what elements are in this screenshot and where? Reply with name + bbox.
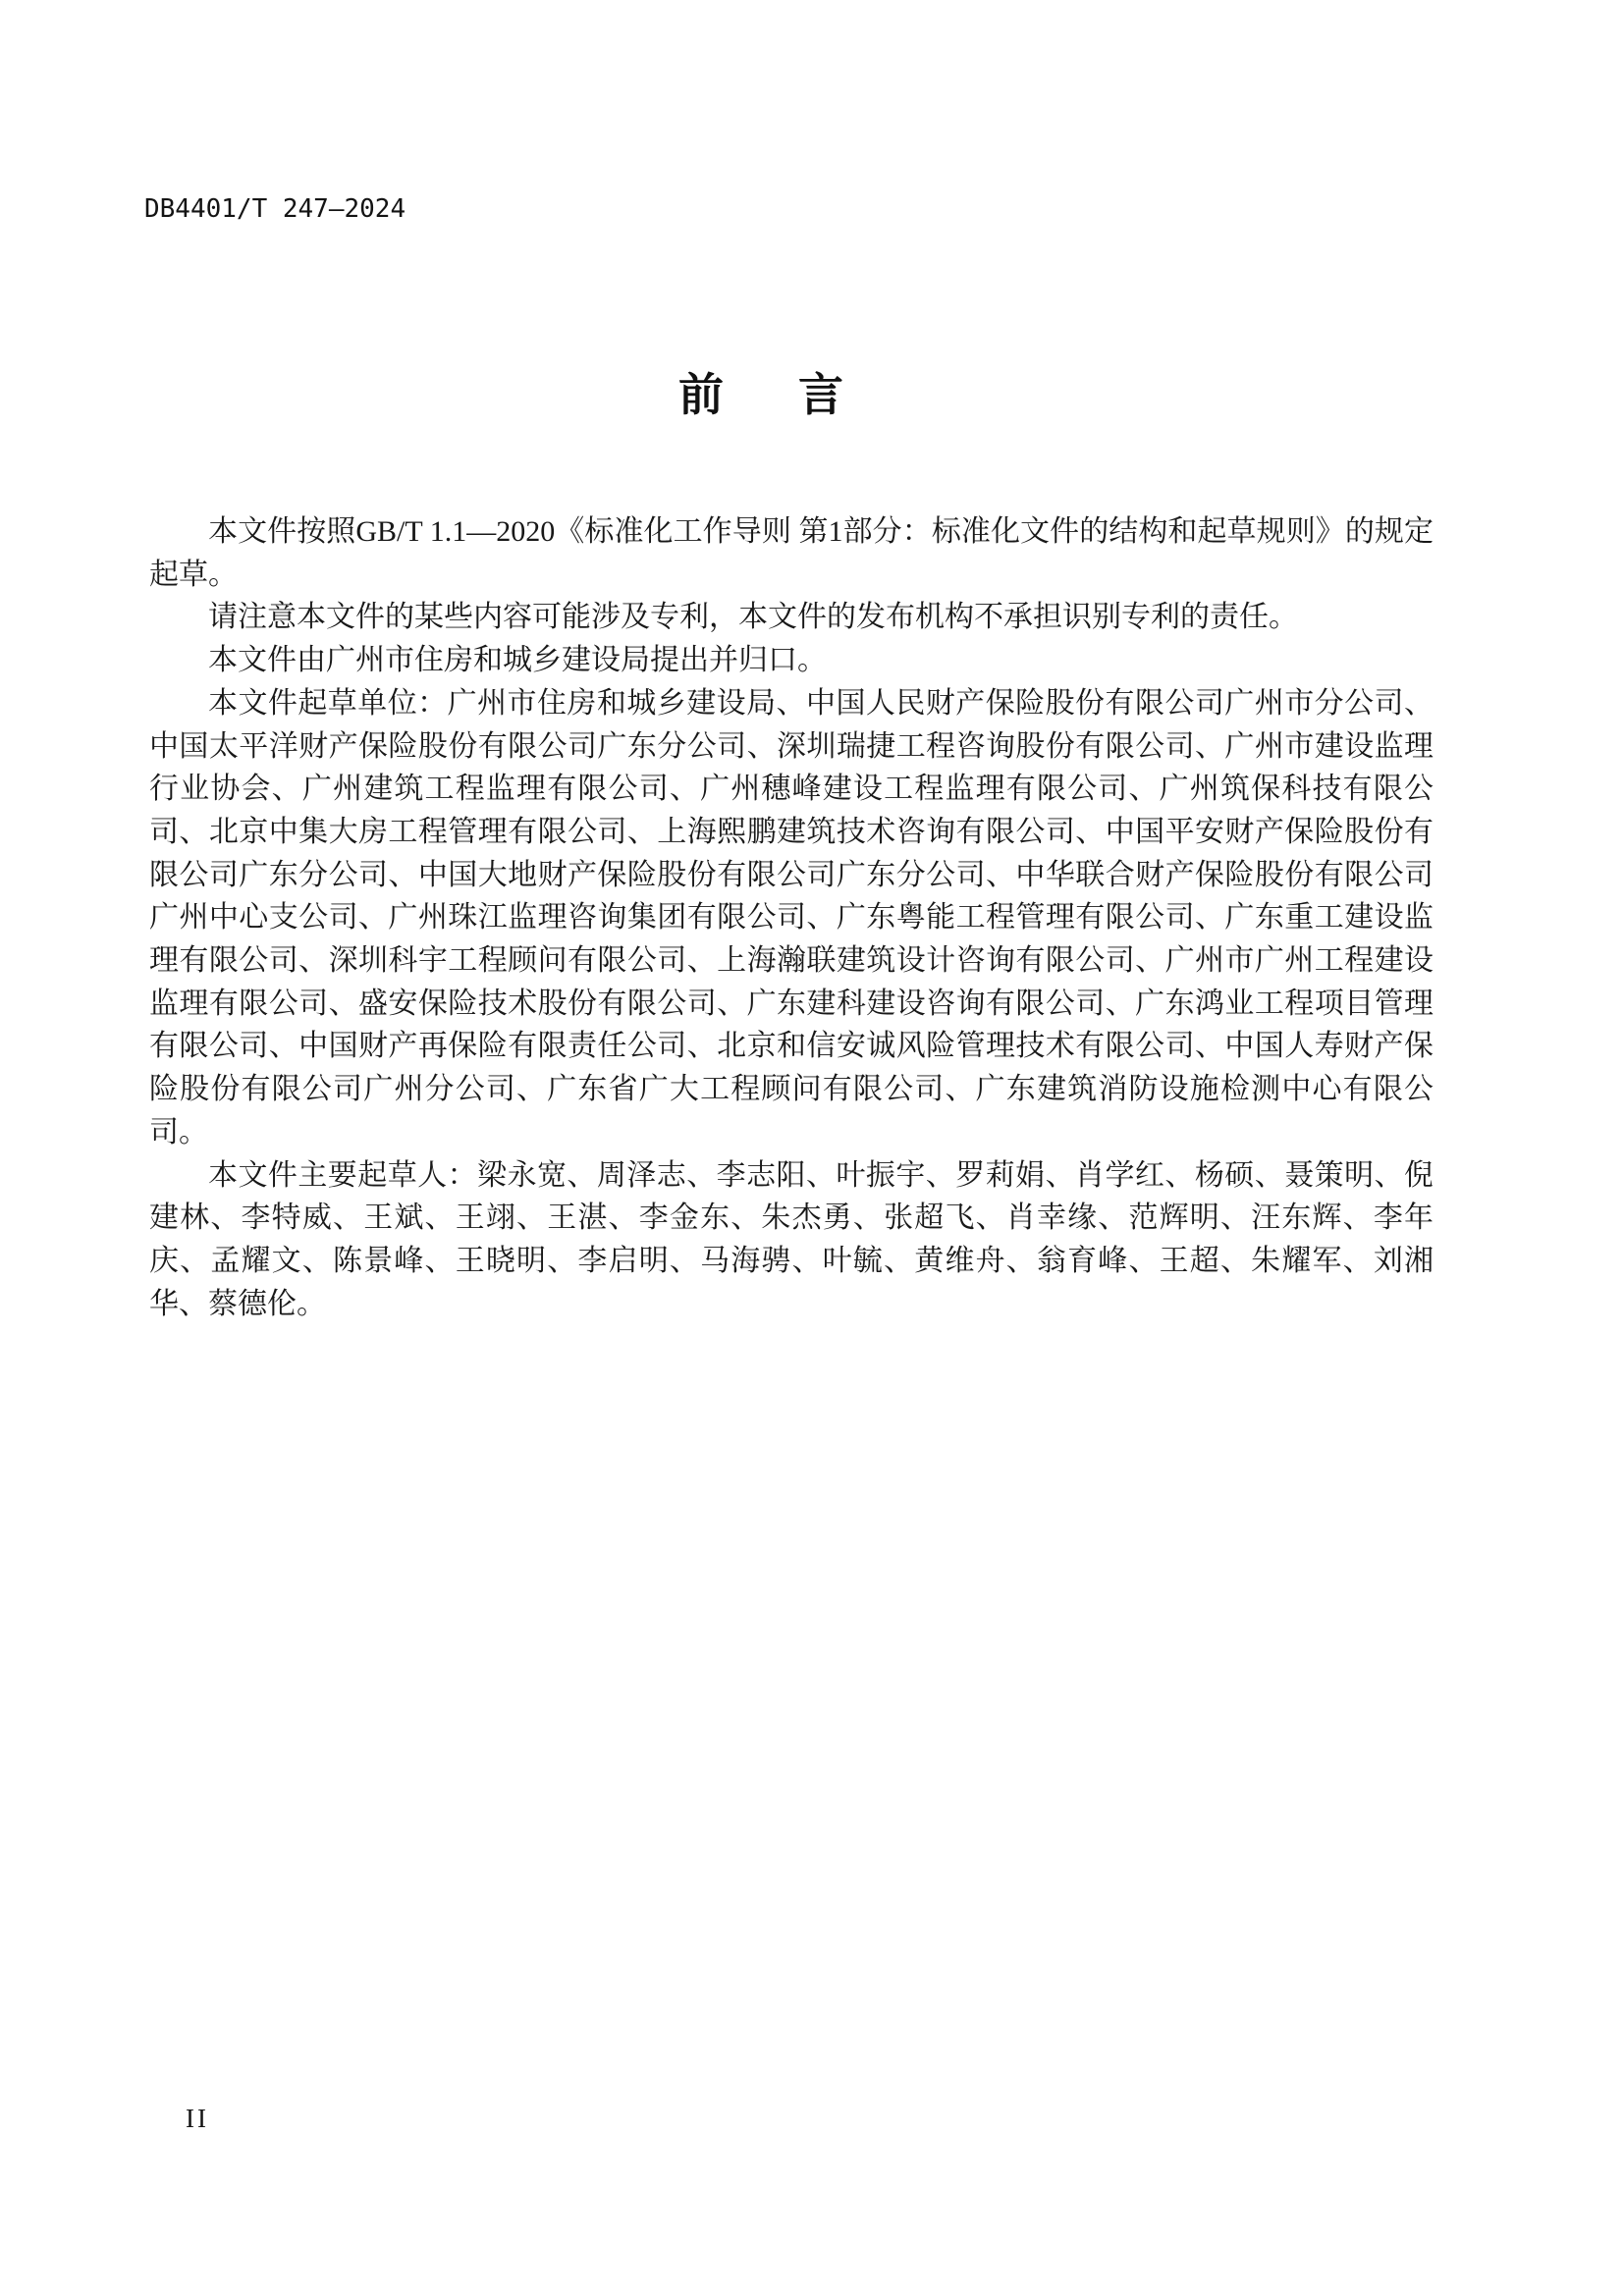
- foreword-title: [0, 359, 1522, 424]
- foreword-title-char-2: 言: [798, 369, 843, 420]
- paragraph-patent-notice: 请注意本文件的某些内容可能涉及专利，本文件的发布机构不承担识别专利的责任。: [208, 601, 1298, 634]
- foreword-title-char-1: 前: [678, 369, 724, 420]
- paragraph-main-drafters: 本文件主要起草人：梁永宽、周泽志、李志阳、叶振宇、罗莉娟、肖学红、杨硕、聂策明、倪建林、李特威、王斌、王翊、王湛、李金东、朱杰勇、张超飞、肖幸缘、范辉明、汪东辉、李年庆、孟耀文、陈景峰、王晓明、李启明、马海骋、叶毓、黄维舟、翁育峰、王超、朱耀军、刘湘华、蔡德伦。: [149, 1158, 1434, 1320]
- page-number: II: [186, 2104, 209, 2133]
- paragraph-proposing-authority: 本文件由广州市住房和城乡建设局提出并归口。: [208, 644, 827, 677]
- paragraph-standard-basis: 本文件按照GB/T 1.1—2020《标准化工作导则 第1部分：标准化文件的结构和起草规则》的规定起草。: [149, 515, 1434, 591]
- foreword-body: [149, 510, 1434, 1325]
- paragraph-drafting-organizations: 本文件起草单位：广州市住房和城乡建设局、中国人民财产保险股份有限公司广州市分公司、中国太平洋财产保险股份有限公司广东分公司、深圳瑞捷工程咨询股份有限公司、广州市建设监理行业协会、广州建筑工程监理有限公司、广州穗峰建设工程监理有限公司、广州筑保科技有限公司、北京中集大房工程管理有限公司、上海熙鹏建筑技术咨询有限公司、中国平安财产保险股份有限公司广东分公司、中国大地财产保险股份有限公司广东分公司、中华联合财产保险股份有限公司广州中心支公司、广州珠江监理咨询集团有限公司、广东粤能工程管理有限公司、广东重工建设监理有限公司、深圳科宇工程顾问有限公司、上海瀚联建筑设计咨询有限公司、广州市广州工程建设监理有限公司、盛安保险技术股份有限公司、广东建科建设咨询有限公司、广东鸿业工程项目管理有限公司、中国财产再保险有限责任公司、北京和信安诚风险管理技术有限公司、中国人寿财产保险股份有限公司广州分公司、广东省广大工程顾问有限公司、广东建筑消防设施检测中心有限公司。: [149, 686, 1434, 1148]
- document-code-header: DB4401/T 247—2024: [144, 194, 406, 224]
